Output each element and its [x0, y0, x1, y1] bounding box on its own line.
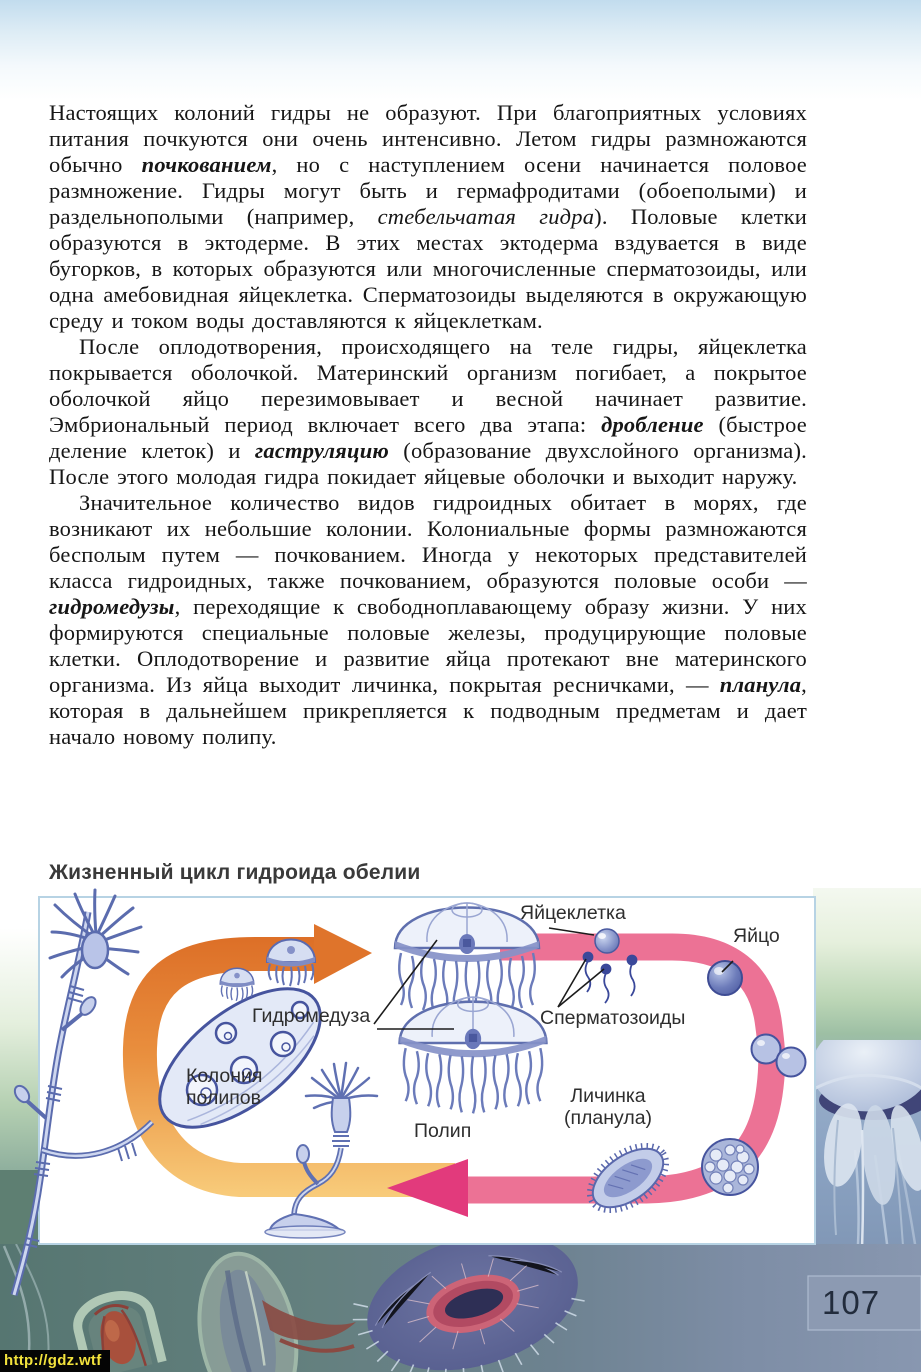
- paragraph-text: , переходящие к свободноплавающему образу жизни. У них формируются специальные половые железы, продуцирующие половые клетки. Оплодотворение и развитие яйца протекают вне материнского организма. Из яйца выходит личинка, покрытая ресничками, —: [49, 594, 807, 697]
- term-cleavage: дробление: [601, 412, 704, 437]
- paragraph-3: [49, 490, 807, 750]
- paragraph-text: , которая в дальнейшем прикрепляется к подводным предметам и дает начало новому полипу.: [49, 672, 807, 749]
- page-number: 107: [822, 1284, 881, 1321]
- figure-heading: Жизненный цикл гидроида обелии: [49, 861, 421, 884]
- paragraph-text: Значительное количество видов гидроидных обитает в морях, где возникают их небольшие колонии. Колониальные формы размножаются бесполым путем — почкованием. Иногда у некоторых представителей класса гидроидных, также почкованием, образуются половые особи —: [49, 490, 807, 593]
- paragraph-1: [49, 100, 807, 334]
- label-sperm: Сперматозоиды: [540, 1007, 686, 1029]
- term-stalked-hydra: стебельчатая гидра: [377, 204, 595, 229]
- label-egg: Яйцо: [733, 925, 780, 947]
- blastula-drawing: [702, 1139, 758, 1195]
- label-colony: [186, 1066, 262, 1110]
- paragraph-text: (образование двухслойного организма). После этого молодая гидра покидает яйцевые оболочки и выходит наружу.: [49, 438, 808, 489]
- egg-cell-drawing: [595, 929, 619, 953]
- label-hydromedusa: Гидромедуза: [252, 1005, 371, 1027]
- body-text: [49, 100, 807, 750]
- paragraph-text: ). Половые клетки образуются в эктодерме. В этих местах эктодерма вздувается в виде бугорков, в которых образуются или многочисленные сперматозоиды, или одна амебовидная яйцеклетка. Сперматозоиды выделяются в окружающую среду и током воды доставляются к яйцеклеткам.: [49, 204, 807, 333]
- label-egg-cell: Яйцеклетка: [520, 902, 626, 924]
- right-margin-gradient: [813, 888, 921, 1060]
- term-gastrulation: гаструляцию: [254, 438, 390, 463]
- label-colony-line2: полипов: [186, 1086, 262, 1109]
- term-budding: почкованием: [141, 152, 272, 177]
- label-larva: [553, 1086, 663, 1130]
- paragraph-text: Настоящих колоний гидры не образуют. При благоприятных условиях питания почкуются они очень интенсивно. Летом гидры размножаются обычно: [49, 100, 807, 177]
- label-polyp: Полип: [414, 1120, 472, 1142]
- label-colony-line1: Колония: [186, 1065, 263, 1087]
- term-hydromedusae: гидромедузы: [49, 594, 175, 619]
- label-larva-line2: (планула): [563, 1106, 653, 1129]
- term-planula: планула: [719, 672, 802, 697]
- paragraph-text: После оплодотворения, происходящего на теле гидры, яйцеклетка покрывается оболочкой. Материнский организм погибает, а покрытое оболочкой яйцо перезимовывает и весной начинает развитие. Эмбриональный период включает всего два этапа:: [49, 334, 807, 437]
- egg-drawing: [708, 961, 742, 995]
- page-top-gradient: [0, 0, 921, 100]
- label-larva-line1: Личинка: [570, 1085, 646, 1107]
- paragraph-2: [49, 334, 807, 490]
- watermark: http://gdz.wtf: [0, 1350, 110, 1372]
- paragraph-text: , но с наступлением осени начинается половое размножение. Гидры могут быть и гермафродитами (обоеполыми) и раздельнополыми (например,: [49, 152, 807, 229]
- paragraph-text: (быстрое деление клеток) и: [49, 412, 807, 463]
